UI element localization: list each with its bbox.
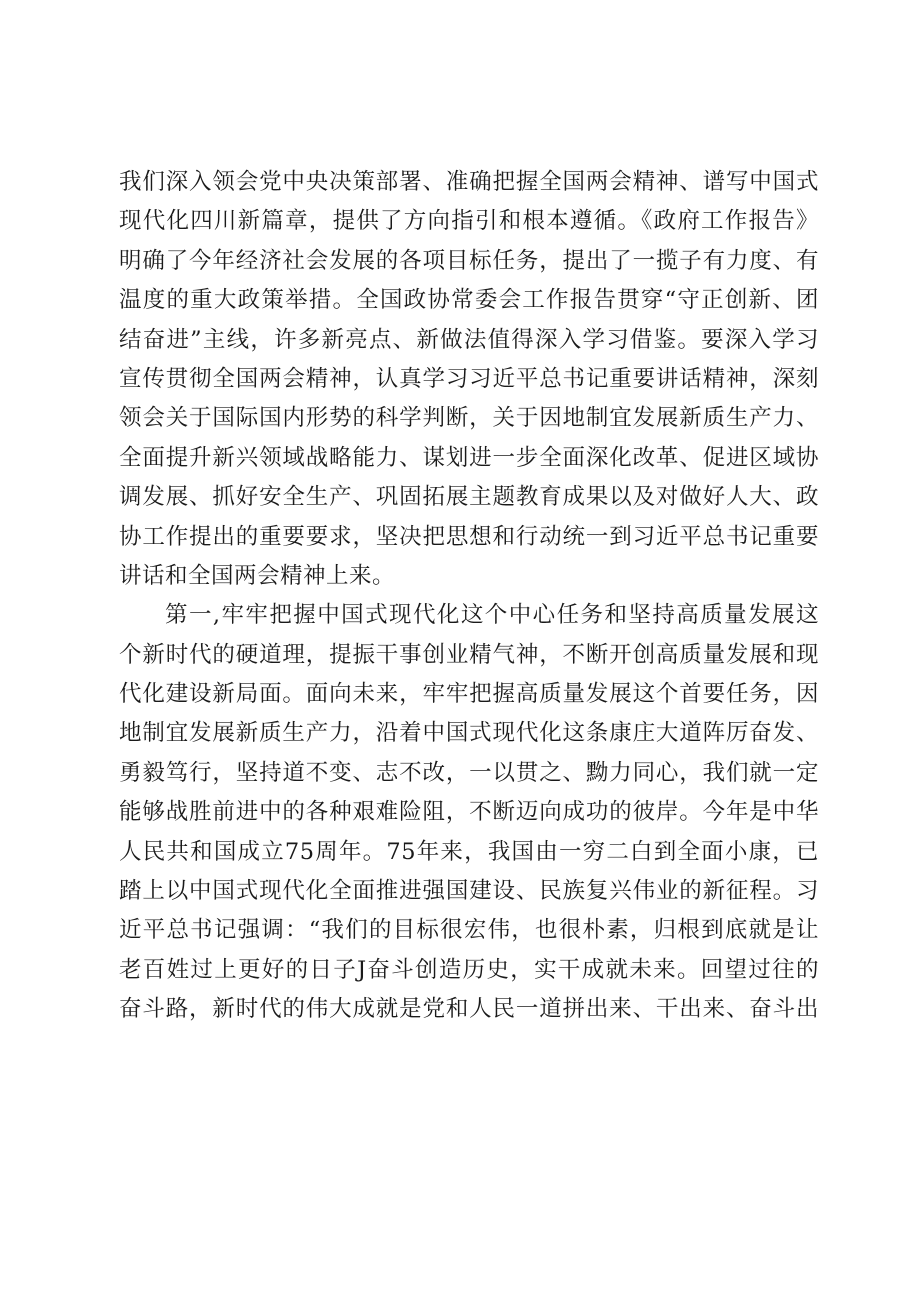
text-line: 明确了今年经济社会发展的各项目标任务，提出了一揽子有力度、有 bbox=[119, 247, 819, 274]
text-line: 协工作提出的重要要求，坚决把思想和行动统一到习近平总书记重要 bbox=[119, 523, 819, 550]
text-line: 能够战胜前进中的各种艰难险阻，不断迈向成功的彼岸。今年是中华 bbox=[119, 799, 819, 826]
text-line: 地制宜发展新质生产力，沿着中国式现代化这条康庄大道阵厉奋发、 bbox=[119, 720, 819, 747]
text-line: 讲话和全国两会精神上来。 bbox=[119, 562, 396, 589]
text-line: 奋斗路，新时代的伟大成就是党和人民一道拼出来、干出来、奋斗出 bbox=[119, 996, 819, 1023]
text-line: 领会关于国际国内形势的科学判断，关于因地制宜发展新质生产力、 bbox=[119, 405, 819, 432]
text-line: 我们深入领会党中央决策部署、准确把握全国两会精神、谱写中国式 bbox=[119, 169, 819, 195]
text-line: 个新时代的硬道理，提振干事创业精气神，不断开创高质量发展和现 bbox=[119, 641, 819, 668]
text-line: 人民共和国成立75周年。75年来，我国由一穷二白到全面小康，已 bbox=[119, 838, 819, 865]
text-line: 踏上以中国式现代化全面推进强国建设、民族复兴伟业的新征程。习 bbox=[119, 878, 819, 905]
text-line: 调发展、抓好安全生产、巩固拓展主题教育成果以及对做好人大、政 bbox=[119, 484, 819, 511]
text-line: 温度的重大政策举措。全国政协常委会工作报告贯穿“守正创新、团 bbox=[119, 287, 819, 314]
text-line: 勇毅笃行，坚持道不变、志不改，一以贯之、黝力同心，我们就一定 bbox=[119, 759, 819, 786]
text-line: 近平总书记强调：“我们的目标很宏伟，也很朴素，归根到底就是让 bbox=[119, 917, 819, 944]
paragraph-first-line: 第一,牢牢把握中国式现代化这个中心任务和坚持高质量发展这 bbox=[165, 602, 819, 629]
body-text bbox=[119, 163, 819, 1030]
text-line: 老百姓过上更好的日子J奋斗创造历史，实干成就未来。回望过往的 bbox=[119, 956, 819, 983]
text-line: 宣传贯彻全国两会精神，认真学习习近平总书记重要讲话精神，深刻 bbox=[119, 365, 819, 392]
text-line: 代化建设新局面。面向未来，牢牢把握高质量发展这个首要任务，因 bbox=[119, 681, 819, 708]
text-line: 现代化四川新篇章，提供了方向指引和根本遵循。《政府工作报告》 bbox=[119, 208, 819, 235]
text-line: 结奋进”主线，许多新亮点、新做法值得深入学习借鉴。要深入学习 bbox=[119, 326, 819, 353]
text-line: 全面提升新兴领域战略能力、谋划进一步全面深化改革、促进区域协 bbox=[119, 444, 819, 471]
